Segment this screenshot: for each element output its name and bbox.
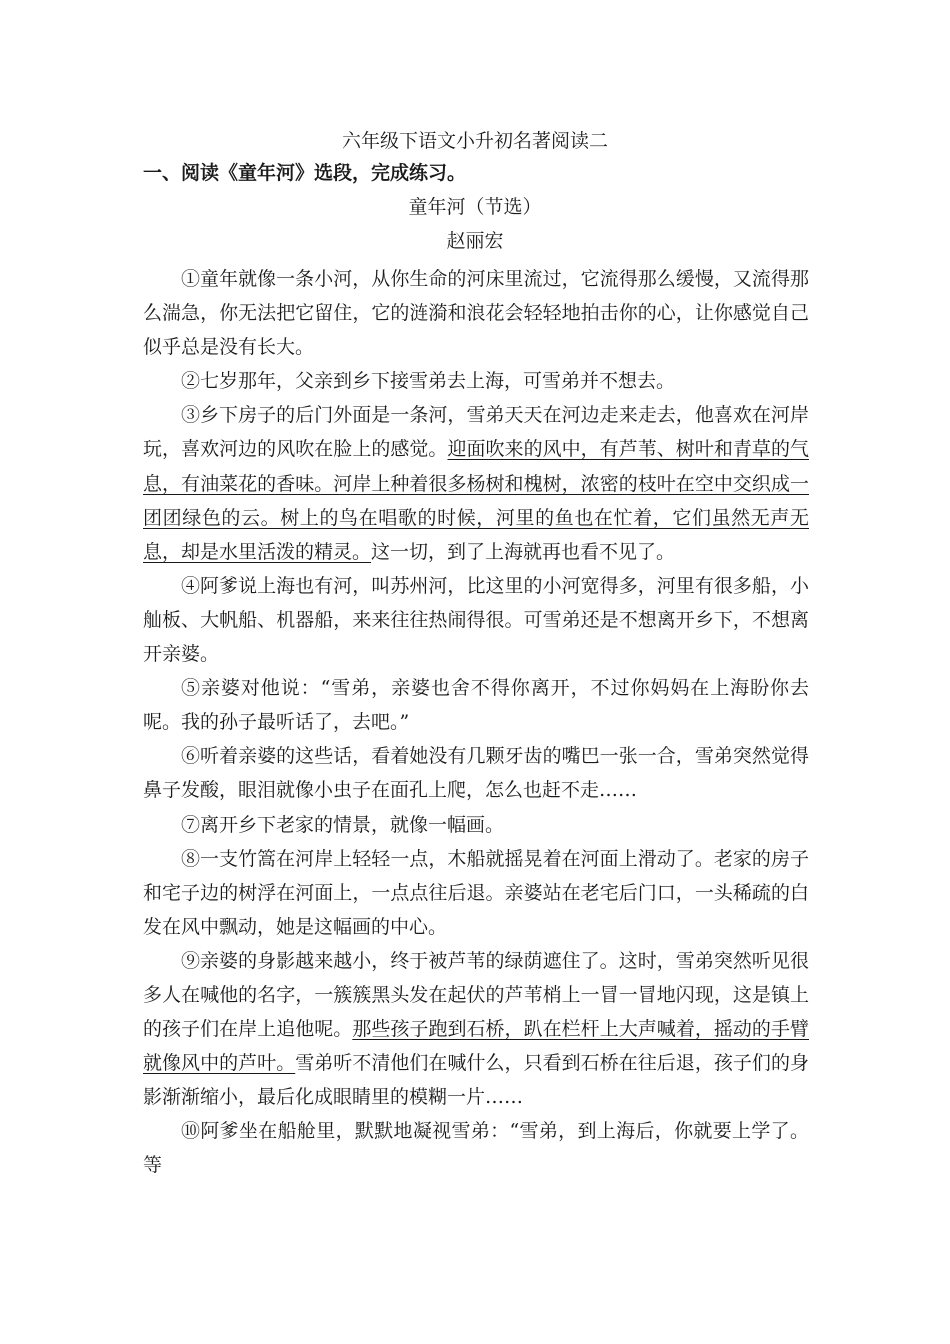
paragraph-p1 bbox=[143, 262, 809, 364]
paragraph-text: ②七岁那年，父亲到乡下接雪弟去上海，可雪弟并不想去。 bbox=[181, 370, 676, 393]
paragraph-text: 雪弟听不清他们在喊什么，只看到石桥在往后退，孩子们的身影渐渐缩小，最后化成眼睛里的模糊一片…… bbox=[143, 1052, 809, 1109]
paragraph-p8 bbox=[143, 842, 809, 944]
paragraph-text: ⑥听着亲婆的这些话，看着她没有几颗牙齿的嘴巴一张一合，雪弟突然觉得鼻子发酸，眼泪就像小虫子在面孔上爬，怎么也赶不走…… bbox=[143, 745, 809, 802]
paragraph-p9 bbox=[143, 944, 809, 1114]
paragraph-text: ①童年就像一条小河，从你生命的河床里流过，它流得那么缓慢，又流得那么湍急，你无法把它留住，它的涟漪和浪花会轻轻地拍击你的心，让你感觉自己似乎总是没有长大。 bbox=[143, 268, 809, 359]
passage-title: 童年河（节选） bbox=[408, 196, 542, 218]
paragraph-text: ⑦离开乡下老家的情景，就像一幅画。 bbox=[181, 813, 505, 836]
paragraph-p3 bbox=[143, 398, 809, 568]
paragraph-p6 bbox=[143, 739, 809, 807]
paragraph-p10 bbox=[143, 1114, 809, 1182]
underlined-text: 迎面吹来的风中，有芦苇、树叶和青草的气息，有油菜花的香味。河岸上种着很多杨树和槐树，浓密的枝叶在空中交织成一团团绿色的云。树上的鸟在唱歌的时候，河里的鱼也在忙着，它们虽然无声无息，却是水里活泼的精灵。 bbox=[143, 438, 809, 563]
paragraph-text: ⑨亲婆的身影越来越小，终于被芦苇的绿荫遮住了。这时，雪弟突然听见很多人在喊他的名字，一簇簇黑头发在起伏的芦苇梢上一冒一冒地闪现，这是镇上的孩子们在岸上追他呢。 bbox=[143, 949, 809, 1041]
paragraph-text: ⑤亲婆对他说：“雪弟，亲婆也舍不得你离开，不过你妈妈在上海盼你去呢。我的孙子最听话了，去吧。” bbox=[143, 677, 809, 734]
paragraph-text: 这一切，到了上海就再也看不见了。 bbox=[371, 540, 676, 563]
document-title: 六年级下语文小升初名著阅读二 bbox=[341, 130, 608, 152]
paragraph-text: ④阿爹说上海也有河，叫苏州河，比这里的小河宽得多，河里有很多船，小舢板、大帆船、机器船，来来往往热闹得很。可雪弟还是不想离开乡下，不想离开亲婆。 bbox=[143, 574, 809, 666]
paragraph-p4 bbox=[143, 569, 809, 671]
underlined-text: 那些孩子跑到石桥，趴在栏杆上大声喊着，摇动的手臂就像风中的芦叶。 bbox=[143, 1018, 809, 1075]
paragraph-p5 bbox=[143, 671, 809, 739]
section-heading: 一、阅读《童年河》选段，完成练习。 bbox=[143, 162, 467, 184]
paragraph-p7 bbox=[143, 808, 809, 842]
paragraph-p2 bbox=[143, 364, 809, 398]
passage-body bbox=[143, 262, 809, 1183]
paragraph-text: ⑧一支竹篙在河岸上轻轻一点，木船就摇晃着在河面上滑动了。老家的房子和宅子边的树浮在河面上，一点点往后退。亲婆站在老宅后门口，一头稀疏的白发在风中飘动，她是这幅画的中心。 bbox=[143, 847, 809, 938]
paragraph-text: ⑩阿爹坐在船舱里，默默地凝视雪弟：“雪弟，到上海后，你就要上学了。等 bbox=[143, 1120, 809, 1177]
passage-author: 赵丽宏 bbox=[446, 230, 504, 252]
paragraph-text: ③乡下房子的后门外面是一条河，雪弟天天在河边走来走去，他喜欢在河岸玩，喜欢河边的风吹在脸上的感觉。 bbox=[143, 404, 809, 461]
